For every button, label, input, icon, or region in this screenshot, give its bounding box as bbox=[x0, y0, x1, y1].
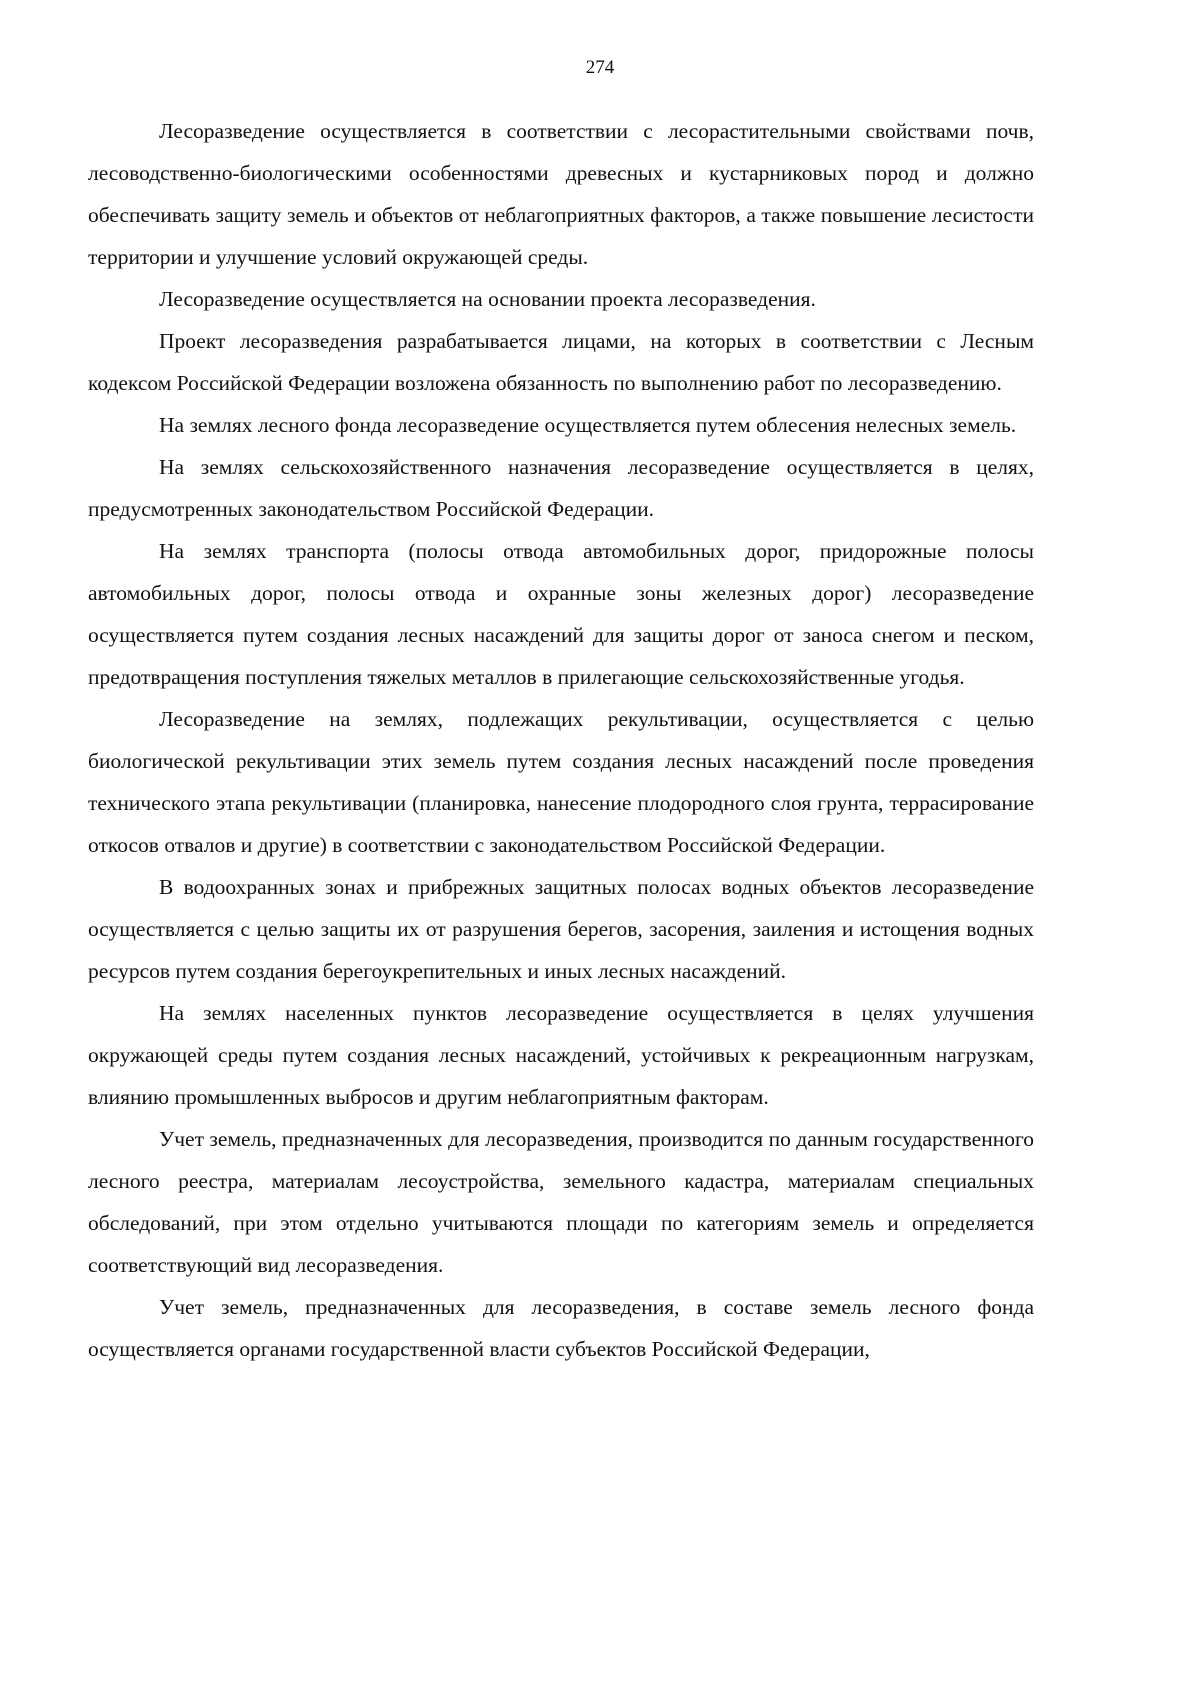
paragraph-3: Проект лесоразведения разрабатывается лицами, на которых в соответствии с Лесным кодексом Российской Федерации возложена обязанность по выполнению работ по лесоразведению. bbox=[88, 329, 1034, 395]
document-body bbox=[88, 110, 1034, 1370]
paragraph-2: Лесоразведение осуществляется на основании проекта лесоразведения. bbox=[159, 287, 816, 311]
page-number: 274 bbox=[585, 57, 615, 78]
paragraph-8: В водоохранных зонах и прибрежных защитных полосах водных объектов лесоразведение осуществляется с целью защиты их от разрушения берегов, засорения, заиления и истощения водных ресурсов путем создания берегоукрепительных и иных лесных насаждений. bbox=[88, 875, 1034, 983]
paragraph-10: Учет земель, предназначенных для лесоразведения, производится по данным государственного лесного реестра, материалам лесоустройства, земельного кадастра, материалам специальных обследований, при этом отдельно учитываются площади по категориям земель и определяется соответствующий вид лесоразведения. bbox=[88, 1127, 1034, 1277]
paragraph-6: На землях транспорта (полосы отвода автомобильных дорог, придорожные полосы автомобильных дорог, полосы отвода и охранные зоны железных дорог) лесоразведение осуществляется путем создания лесных насаждений для защиты дорог от заноса снегом и песком, предотвращения поступления тяжелых металлов в прилегающие сельскохозяйственные угодья. bbox=[88, 539, 1034, 689]
paragraph-9: На землях населенных пунктов лесоразведение осуществляется в целях улучшения окружающей среды путем создания лесных насаждений, устойчивых к рекреационным нагрузкам, влиянию промышленных выбросов и другим неблагоприятным факторам. bbox=[88, 1001, 1034, 1109]
paragraph-1: Лесоразведение осуществляется в соответствии с лесорастительными свойствами почв, лесоводственно-биологическими особенностями древесных и кустарниковых пород и должно обеспечивать защиту земель и объектов от неблагоприятных факторов, а также повышение лесистости территории и улучшение условий окружающей среды. bbox=[88, 119, 1034, 269]
paragraph-7: Лесоразведение на землях, подлежащих рекультивации, осуществляется с целью биологической рекультивации этих земель путем создания лесных насаждений после проведения технического этапа рекультивации (планировка, нанесение плодородного слоя грунта, террасирование откосов отвалов и другие) в соответствии с законодательством Российской Федерации. bbox=[88, 707, 1034, 857]
paragraph-4: На землях лесного фонда лесоразведение осуществляется путем облесения нелесных земель. bbox=[159, 413, 1017, 437]
paragraph-5: На землях сельскохозяйственного назначения лесоразведение осуществляется в целях, предусмотренных законодательством Российской Федерации. bbox=[88, 455, 1034, 521]
paragraph-11: Учет земель, предназначенных для лесоразведения, в составе земель лесного фонда осуществляется органами государственной власти субъектов Российской Федерации, bbox=[88, 1295, 1034, 1361]
